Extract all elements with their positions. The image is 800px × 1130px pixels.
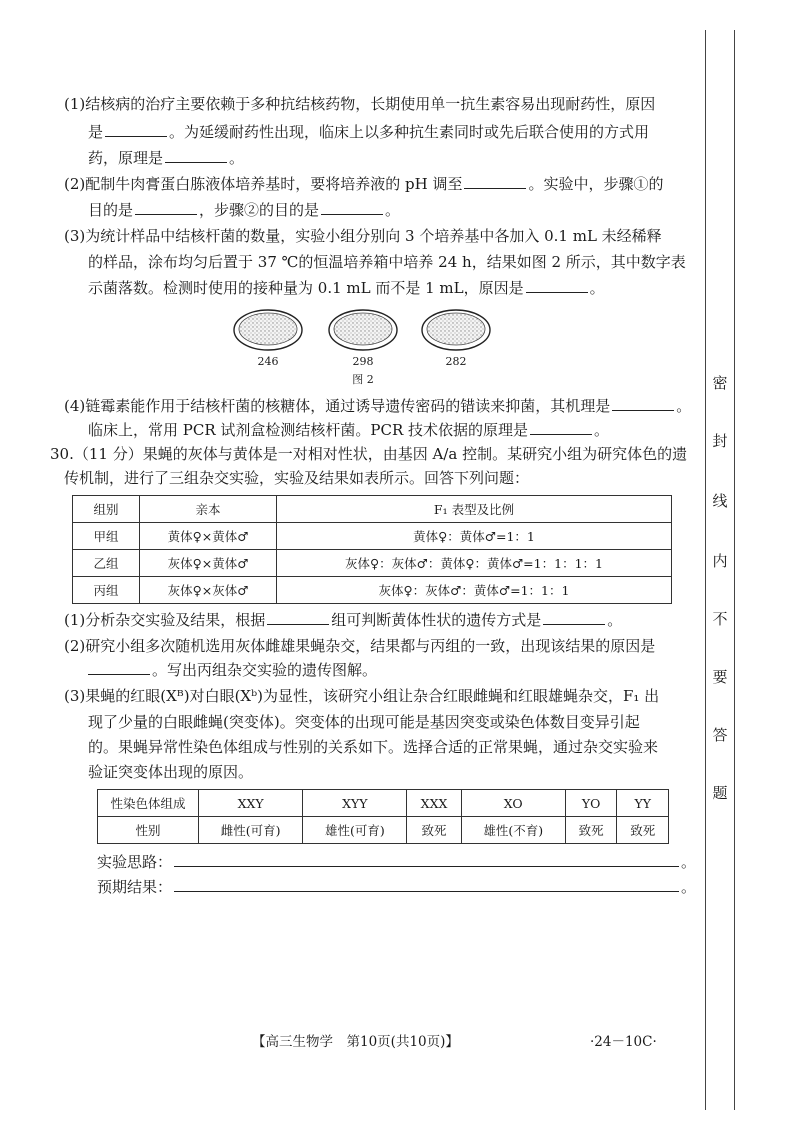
table-cell: XXY: [199, 790, 303, 817]
seal-word: 答: [710, 724, 730, 745]
expected-result: 预期结果： 。: [97, 878, 697, 896]
seal-word: 密: [710, 372, 730, 393]
table-cell: 灰体♀×灰体♂: [140, 577, 277, 604]
petri-dish-1: [234, 310, 302, 350]
table-cell: XXX: [407, 790, 461, 817]
q30-sub3-line2: 现了少量的白眼雌蝇(突变体)。突变体的出现可能是基因突变或染色体数目变异引起: [88, 713, 640, 731]
figure-caption: 图 2: [352, 373, 374, 386]
q29-part1-line3: 药，原理是 。: [88, 149, 245, 167]
seal-word: 题: [710, 782, 730, 803]
table-cell: 性别: [98, 817, 199, 844]
table-row: [98, 817, 669, 844]
petri-dish-2: [329, 310, 397, 350]
q29-part3-line3: 示菌落数。检测时使用的接种量为 0.1 mL 而不是 1 mL，原因是 。: [88, 279, 605, 297]
q30-sub3-line1: (3)果蝇的红眼(Xᴮ)对白眼(Xᵇ)为显性，该研究小组让杂合红眼雌蝇和红眼雄蝇杂交，F₁ 出: [64, 687, 660, 705]
dish-count-2: 298: [352, 355, 374, 368]
table-header: 亲本: [140, 496, 277, 523]
margin-line: [734, 30, 735, 1110]
answer-blank[interactable]: [526, 278, 588, 293]
q29-part4-line2: 临床上，常用 PCR 试剂盒检测结核杆菌。PCR 技术依据的原理是 。: [88, 421, 610, 439]
table-cell: 乙组: [73, 550, 140, 577]
table-cell: XYY: [303, 790, 407, 817]
q30-sub1: (1)分析杂交实验及结果，根据 组可判断黄体性状的遗传方式是 。: [64, 611, 623, 629]
q30-sub3-line3: 的。果蝇异常性染色体组成与性别的关系如下。选择合适的正常果蝇，通过杂交实验来: [88, 738, 659, 756]
answer-blank[interactable]: [321, 200, 383, 215]
table-cell: 雌性(可育): [199, 817, 303, 844]
table-cell: 致死: [617, 817, 669, 844]
table-cell: 丙组: [73, 577, 140, 604]
table-cell: YO: [565, 790, 617, 817]
answer-blank[interactable]: [612, 396, 674, 411]
table-cell: 雄性(可育): [303, 817, 407, 844]
q30-sub3-line4: 验证突变体出现的原因。: [88, 763, 254, 781]
answer-blank[interactable]: [543, 610, 605, 625]
seal-word: 线: [710, 490, 730, 511]
table-cell: YY: [617, 790, 669, 817]
table-cell: 性染色体组成: [98, 790, 199, 817]
q29-part2-line1: (2)配制牛肉膏蛋白胨液体培养基时，要将培养液的 pH 调至 。实验中，步骤①的: [64, 175, 664, 193]
table-row: [73, 550, 672, 577]
answer-blank[interactable]: [267, 610, 329, 625]
table-cell: 致死: [407, 817, 461, 844]
table-cell: XO: [461, 790, 565, 817]
experiment-idea: 实验思路： 。: [97, 853, 697, 871]
table-row: [98, 790, 669, 817]
dish-count-1: 246: [257, 355, 279, 368]
answer-blank[interactable]: [105, 122, 167, 137]
dish-count-3: 282: [445, 355, 467, 368]
q30-sub2-line1: (2)研究小组多次随机选用灰体雌雄果蝇杂交，结果都与丙组的一致，出现该结果的原因是: [64, 637, 656, 655]
table-cell: 灰体♀：灰体♂：黄体♂=1：1：1: [277, 577, 672, 604]
q29-part4-line1: (4)链霉素能作用于结核杆菌的核糖体，通过诱导遗传密码的错读来抑菌，其机理是 。: [64, 397, 692, 415]
table-cell: 雄性(不育): [461, 817, 565, 844]
petri-dish-3: [422, 310, 490, 350]
table-header: F₁ 表型及比例: [277, 496, 672, 523]
seal-word: 内: [710, 550, 730, 571]
binding-margin: [700, 0, 740, 1130]
q30-intro-line1: 30.（11 分）果蝇的灰体与黄体是一对相对性状，由基因 A/a 控制。某研究小组为研究体色的遗: [50, 445, 688, 463]
petri-dish-figure: [228, 306, 498, 354]
margin-line: [705, 30, 706, 1110]
q29-part1-line1: (1)结核病的治疗主要依赖于多种抗结核药物，长期使用单一抗生素容易出现耐药性，原因: [64, 95, 656, 113]
answer-blank[interactable]: [88, 660, 150, 675]
paper-code: ·24－10C·: [590, 1034, 657, 1050]
table-row: [73, 577, 672, 604]
table-cell: 黄体♀：黄体♂=1：1: [277, 523, 672, 550]
table-header-row: [73, 496, 672, 523]
answer-blank[interactable]: [174, 852, 679, 867]
answer-blank[interactable]: [464, 174, 526, 189]
table-cell: 致死: [565, 817, 617, 844]
seal-word: 要: [710, 666, 730, 687]
q29-part3-line1: (3)为统计样品中结核杆菌的数量，实验小组分别向 3 个培养基中各加入 0.1 mL 未经稀释: [64, 227, 662, 245]
table-cell: 甲组: [73, 523, 140, 550]
answer-blank[interactable]: [530, 420, 592, 435]
answer-blank[interactable]: [174, 877, 679, 892]
page-footer: 【高三生物学 第10页(共10页)】: [252, 1034, 459, 1050]
table-row: [73, 523, 672, 550]
table-cell: 灰体♀×黄体♂: [140, 550, 277, 577]
q30-intro-line2: 传机制，进行了三组杂交实验，实验及结果如表所示。回答下列问题：: [64, 469, 530, 487]
seal-word: 不: [710, 608, 730, 629]
answer-blank[interactable]: [135, 200, 197, 215]
q29-part3-line2: 的样品，涂布均匀后置于 37 ℃的恒温培养箱中培养 24 h，结果如图 2 所示，其中数字表: [88, 253, 686, 271]
sex-chromosome-table: [97, 789, 669, 844]
cross-results-table: [72, 495, 672, 604]
q30-sub2-line2: 。写出丙组杂交实验的遗传图解。: [88, 660, 377, 680]
answer-blank[interactable]: [165, 148, 227, 163]
q29-part2-line2: 目的是 ，步骤②的目的是 。: [88, 201, 401, 219]
table-cell: 灰体♀：灰体♂：黄体♀：黄体♂=1：1：1：1: [277, 550, 672, 577]
table-header: 组别: [73, 496, 140, 523]
q29-part1-line2: 是 。为延缓耐药性出现，临床上以多种抗生素同时或先后联合使用的方式用: [88, 123, 650, 141]
seal-word: 封: [710, 430, 730, 451]
table-cell: 黄体♀×黄体♂: [140, 523, 277, 550]
